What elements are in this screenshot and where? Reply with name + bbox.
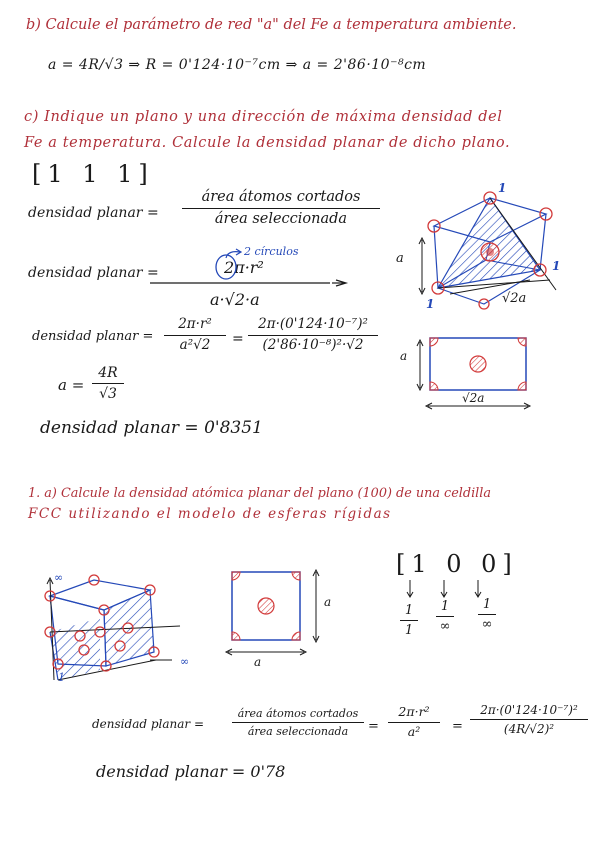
miller-fraction-den: 1 <box>404 623 414 638</box>
section-1-fraction-3 <box>470 704 588 735</box>
equals-sign: = <box>452 719 463 734</box>
square-side-label: a <box>324 595 332 609</box>
section-1-denominator-2: a² <box>407 723 421 739</box>
formula3-denominator: a²√2 <box>179 336 211 353</box>
miller-fraction-num: 1 <box>482 597 492 612</box>
a-relation-numerator: 4R <box>98 365 118 381</box>
fraction-bar <box>470 719 588 720</box>
formula3-fraction <box>164 318 226 352</box>
miller-fraction-3 <box>478 598 496 631</box>
fraction-bar <box>436 616 454 617</box>
formula2-label: densidad planar = <box>28 265 159 281</box>
miller-fraction-1 <box>400 604 418 637</box>
section-b-heading: b) Calcule el parámetro de red "a" del Fe a temperatura ambiente. <box>26 17 517 33</box>
square-bottom-label: a <box>254 655 262 669</box>
miller-fraction-2 <box>436 600 454 633</box>
formula2-denominator: a·√2·a <box>210 290 260 309</box>
section-1-numerator-2: 2π·r² <box>398 704 430 719</box>
miller-fraction-num: 1 <box>404 603 414 618</box>
formula1-denominator: área seleccionada <box>214 210 348 227</box>
miller-fraction-den: ∞ <box>481 617 493 632</box>
fraction-bar <box>400 620 418 621</box>
section-1-fraction-2 <box>388 706 440 738</box>
miller-fraction-num: 1 <box>440 599 450 614</box>
formula3-numerator: 2π·r² <box>178 316 212 332</box>
plane-direction: [1 1 1] <box>32 160 154 188</box>
fraction-bar <box>248 335 378 336</box>
formula3-denominator-2: (2'86·10⁻⁸)²·√2 <box>262 336 364 353</box>
fcc-square-figure <box>222 566 342 669</box>
miller-indices: [1 0 0] <box>396 550 518 578</box>
section-c-result: densidad planar = 0'8351 <box>40 418 263 438</box>
fraction-bar <box>232 722 364 723</box>
formula2-numerator: 2π·r² <box>224 258 264 277</box>
fcc-axis-label: ∞ <box>54 571 64 584</box>
fraction-bar <box>182 208 380 209</box>
formula3-label: densidad planar = <box>32 329 154 344</box>
formula1-numerator: área átomos cortados <box>201 189 361 205</box>
section-1-result: densidad planar = 0'78 <box>96 762 286 781</box>
section-1-heading-line1: 1. a) Calcule la densidad atómica planar del plano (100) de una celdilla <box>28 486 491 501</box>
section-b-equation: a = 4R/√3 ⇒ R = 0'124·10⁻⁷cm ⇒ a = 2'86·10⁻⁸cm <box>48 57 427 73</box>
fraction-bar <box>92 383 124 384</box>
a-relation-fraction <box>92 366 124 401</box>
section-1-heading-line2: FCC utilizando el modelo de esferas rígidas <box>28 506 392 522</box>
section-c-heading-line2: Fe a temperatura. Calcule la densidad planar de dicho plano. <box>24 135 511 151</box>
circles-annotation: 2 círculos <box>244 245 299 258</box>
a-relation-lhs: a = <box>58 376 85 394</box>
section-c-heading-line1: c) Indique un plano y una dirección de máxima densidad del <box>24 109 503 125</box>
formula1-fraction <box>182 190 380 226</box>
section-1-formula-label: densidad planar = <box>92 717 205 731</box>
equals-sign: = <box>368 719 379 734</box>
section-1-denominator: área seleccionada <box>247 725 349 738</box>
bcc-cube-figure <box>410 180 570 310</box>
fraction-bar <box>478 614 496 615</box>
equals-sign: = <box>232 331 244 347</box>
section-1-numerator-3: 2π·(0'124·10⁻⁷)² <box>480 703 578 717</box>
rect-side-label: a <box>400 349 408 363</box>
corner-label-right: 1 <box>552 259 561 273</box>
section-1-denominator-3: (4R/√2)² <box>503 722 555 736</box>
corner-label-left: 1 <box>426 297 435 311</box>
fcc-axis-label-right: ∞ <box>180 655 190 668</box>
formula3-fraction-2 <box>248 318 378 352</box>
section-1-fraction <box>232 708 364 737</box>
fraction-bar <box>388 722 440 723</box>
two-circle-mark <box>214 254 238 280</box>
corner-label-top: 1 <box>498 181 507 195</box>
miller-fraction-den: ∞ <box>439 619 451 634</box>
a-relation-denominator: √3 <box>99 386 117 402</box>
cube-diag-label: √2a <box>502 291 527 306</box>
cube-edge-label: a <box>396 251 404 266</box>
rect-bottom-label: √2a <box>462 391 485 405</box>
formula1-label: densidad planar = <box>28 205 159 221</box>
formula2-bar <box>150 280 350 290</box>
fraction-bar <box>164 335 226 336</box>
formula3-numerator-2: 2π·(0'124·10⁻⁷)² <box>258 316 368 332</box>
fcc-unit-label: 1 <box>58 671 65 684</box>
section-1-numerator: área átomos cortados <box>237 707 359 720</box>
